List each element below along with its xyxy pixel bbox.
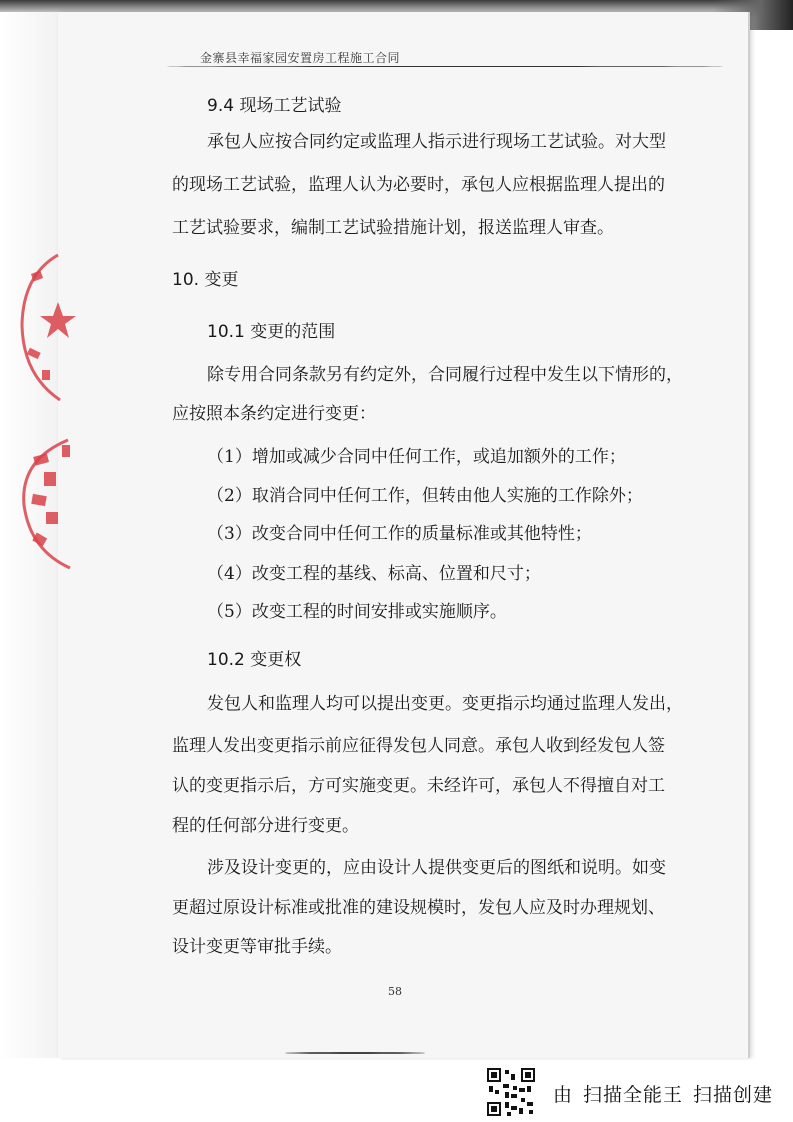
paragraph-line: 涉及设计变更的，应由设计人提供变更后的图纸和说明。如变 (207, 858, 666, 878)
watermark-prefix: 由 (553, 1084, 574, 1106)
scan-left-margin (0, 12, 58, 1058)
section-heading-10: 10. 变更 (172, 270, 239, 290)
qr-code-icon (487, 1068, 535, 1116)
paragraph-line: 承包人应按合同约定或监理人指示进行现场工艺试验。对大型 (207, 132, 666, 152)
paragraph-line: 认的变更指示后，方可实施变更。未经许可，承包人不得擅自对工 (172, 776, 665, 796)
page-number: 58 (388, 985, 402, 998)
list-item: （2）取消合同中任何工作，但转由他人实施的工作除外； (207, 486, 643, 506)
watermark-suffix: 扫描创建 (693, 1084, 774, 1106)
paragraph-line: 的现场工艺试验，监理人认为必要时，承包人应根据监理人提出的 (172, 175, 665, 195)
paragraph-line: 发包人和监理人均可以提出变更。变更指示均通过监理人发出， (207, 694, 683, 714)
paragraph-line: 更超过原设计标准或批准的建设规模时，发包人应及时办理规划、 (172, 898, 665, 918)
scanner-watermark (553, 1080, 773, 1107)
running-header: 金寨县幸福家园安置房工程施工合同 (200, 51, 401, 65)
watermark-app-name: 扫描全能王 (583, 1084, 684, 1106)
section-heading-10-1: 10.1 变更的范围 (207, 322, 336, 342)
paragraph-line: 程的任何部分进行变更。 (172, 816, 359, 836)
paragraph-line: 设计变更等审批手续。 (172, 937, 342, 957)
list-item: （5）改变工程的时间安排或实施顺序。 (207, 602, 507, 622)
footer-rule (285, 1052, 425, 1054)
header-rule (165, 66, 725, 67)
paragraph-line: 除专用合同条款另有约定外，合同履行过程中发生以下情形的， (207, 365, 683, 385)
paragraph-line: 应按照本条约定进行变更： (172, 404, 376, 424)
paragraph-line: 工艺试验要求，编制工艺试验措施计划，报送监理人审查。 (172, 218, 614, 238)
list-item: （4）改变工程的基线、标高、位置和尺寸； (207, 564, 541, 584)
section-heading-9-4: 9.4 现场工艺试验 (207, 96, 342, 116)
list-item: （3）改变合同中任何工作的质量标准或其他特性； (207, 524, 592, 544)
section-heading-10-2: 10.2 变更权 (207, 650, 302, 670)
list-item: （1）增加或减少合同中任何工作，或追加额外的工作； (207, 447, 626, 467)
paragraph-line: 监理人发出变更指示前应征得发包人同意。承包人收到经发包人签 (172, 736, 665, 756)
